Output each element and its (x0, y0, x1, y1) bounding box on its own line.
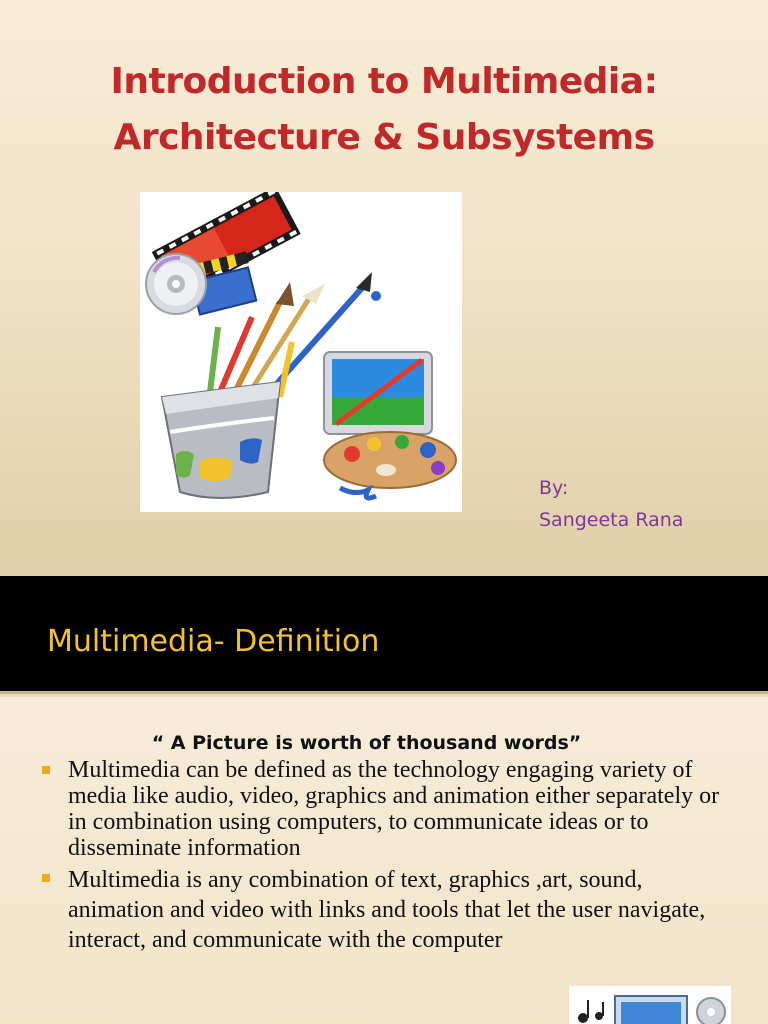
bullet-text: Multimedia is any combination of text, graphics ,art, sound, animation and video with links and tools that let the user navigate, interact, and communicate with the computer (68, 867, 706, 953)
palette-icon (324, 432, 456, 498)
monitor-icon (324, 352, 432, 444)
monitor-icon (615, 996, 687, 1024)
music-note-icon (578, 1000, 603, 1023)
quote-text: “ A Picture is worth of thousand words” (151, 732, 582, 754)
definition-slide-title: Multimedia- Definition (47, 624, 380, 659)
slide-title (0, 54, 768, 166)
bullet-text: Multimedia can be defined as the technology engaging variety of media like audio, video, graphics and animation either separately or in combination using computers, to communicate ideas or to disseminate information (68, 757, 720, 861)
corner-thumbnail-image (569, 986, 731, 1024)
definition-bullet-list (42, 757, 732, 955)
by-label: By: (539, 477, 569, 499)
bullet-item (42, 865, 732, 955)
bullet-square-icon (42, 874, 50, 882)
cd-icon (697, 998, 725, 1024)
paint-bucket-icon (162, 382, 280, 498)
bullet-item (42, 757, 732, 861)
title-line-1: Introduction to Multimedia: (110, 61, 658, 102)
author-name: Sangeeta Rana (539, 509, 684, 531)
cd-icon (146, 254, 206, 314)
byline (539, 472, 683, 536)
title-line-2: Architecture & Subsystems (113, 117, 655, 158)
multimedia-illustration (140, 192, 462, 512)
bullet-square-icon (42, 766, 50, 774)
header-divider (0, 691, 768, 694)
